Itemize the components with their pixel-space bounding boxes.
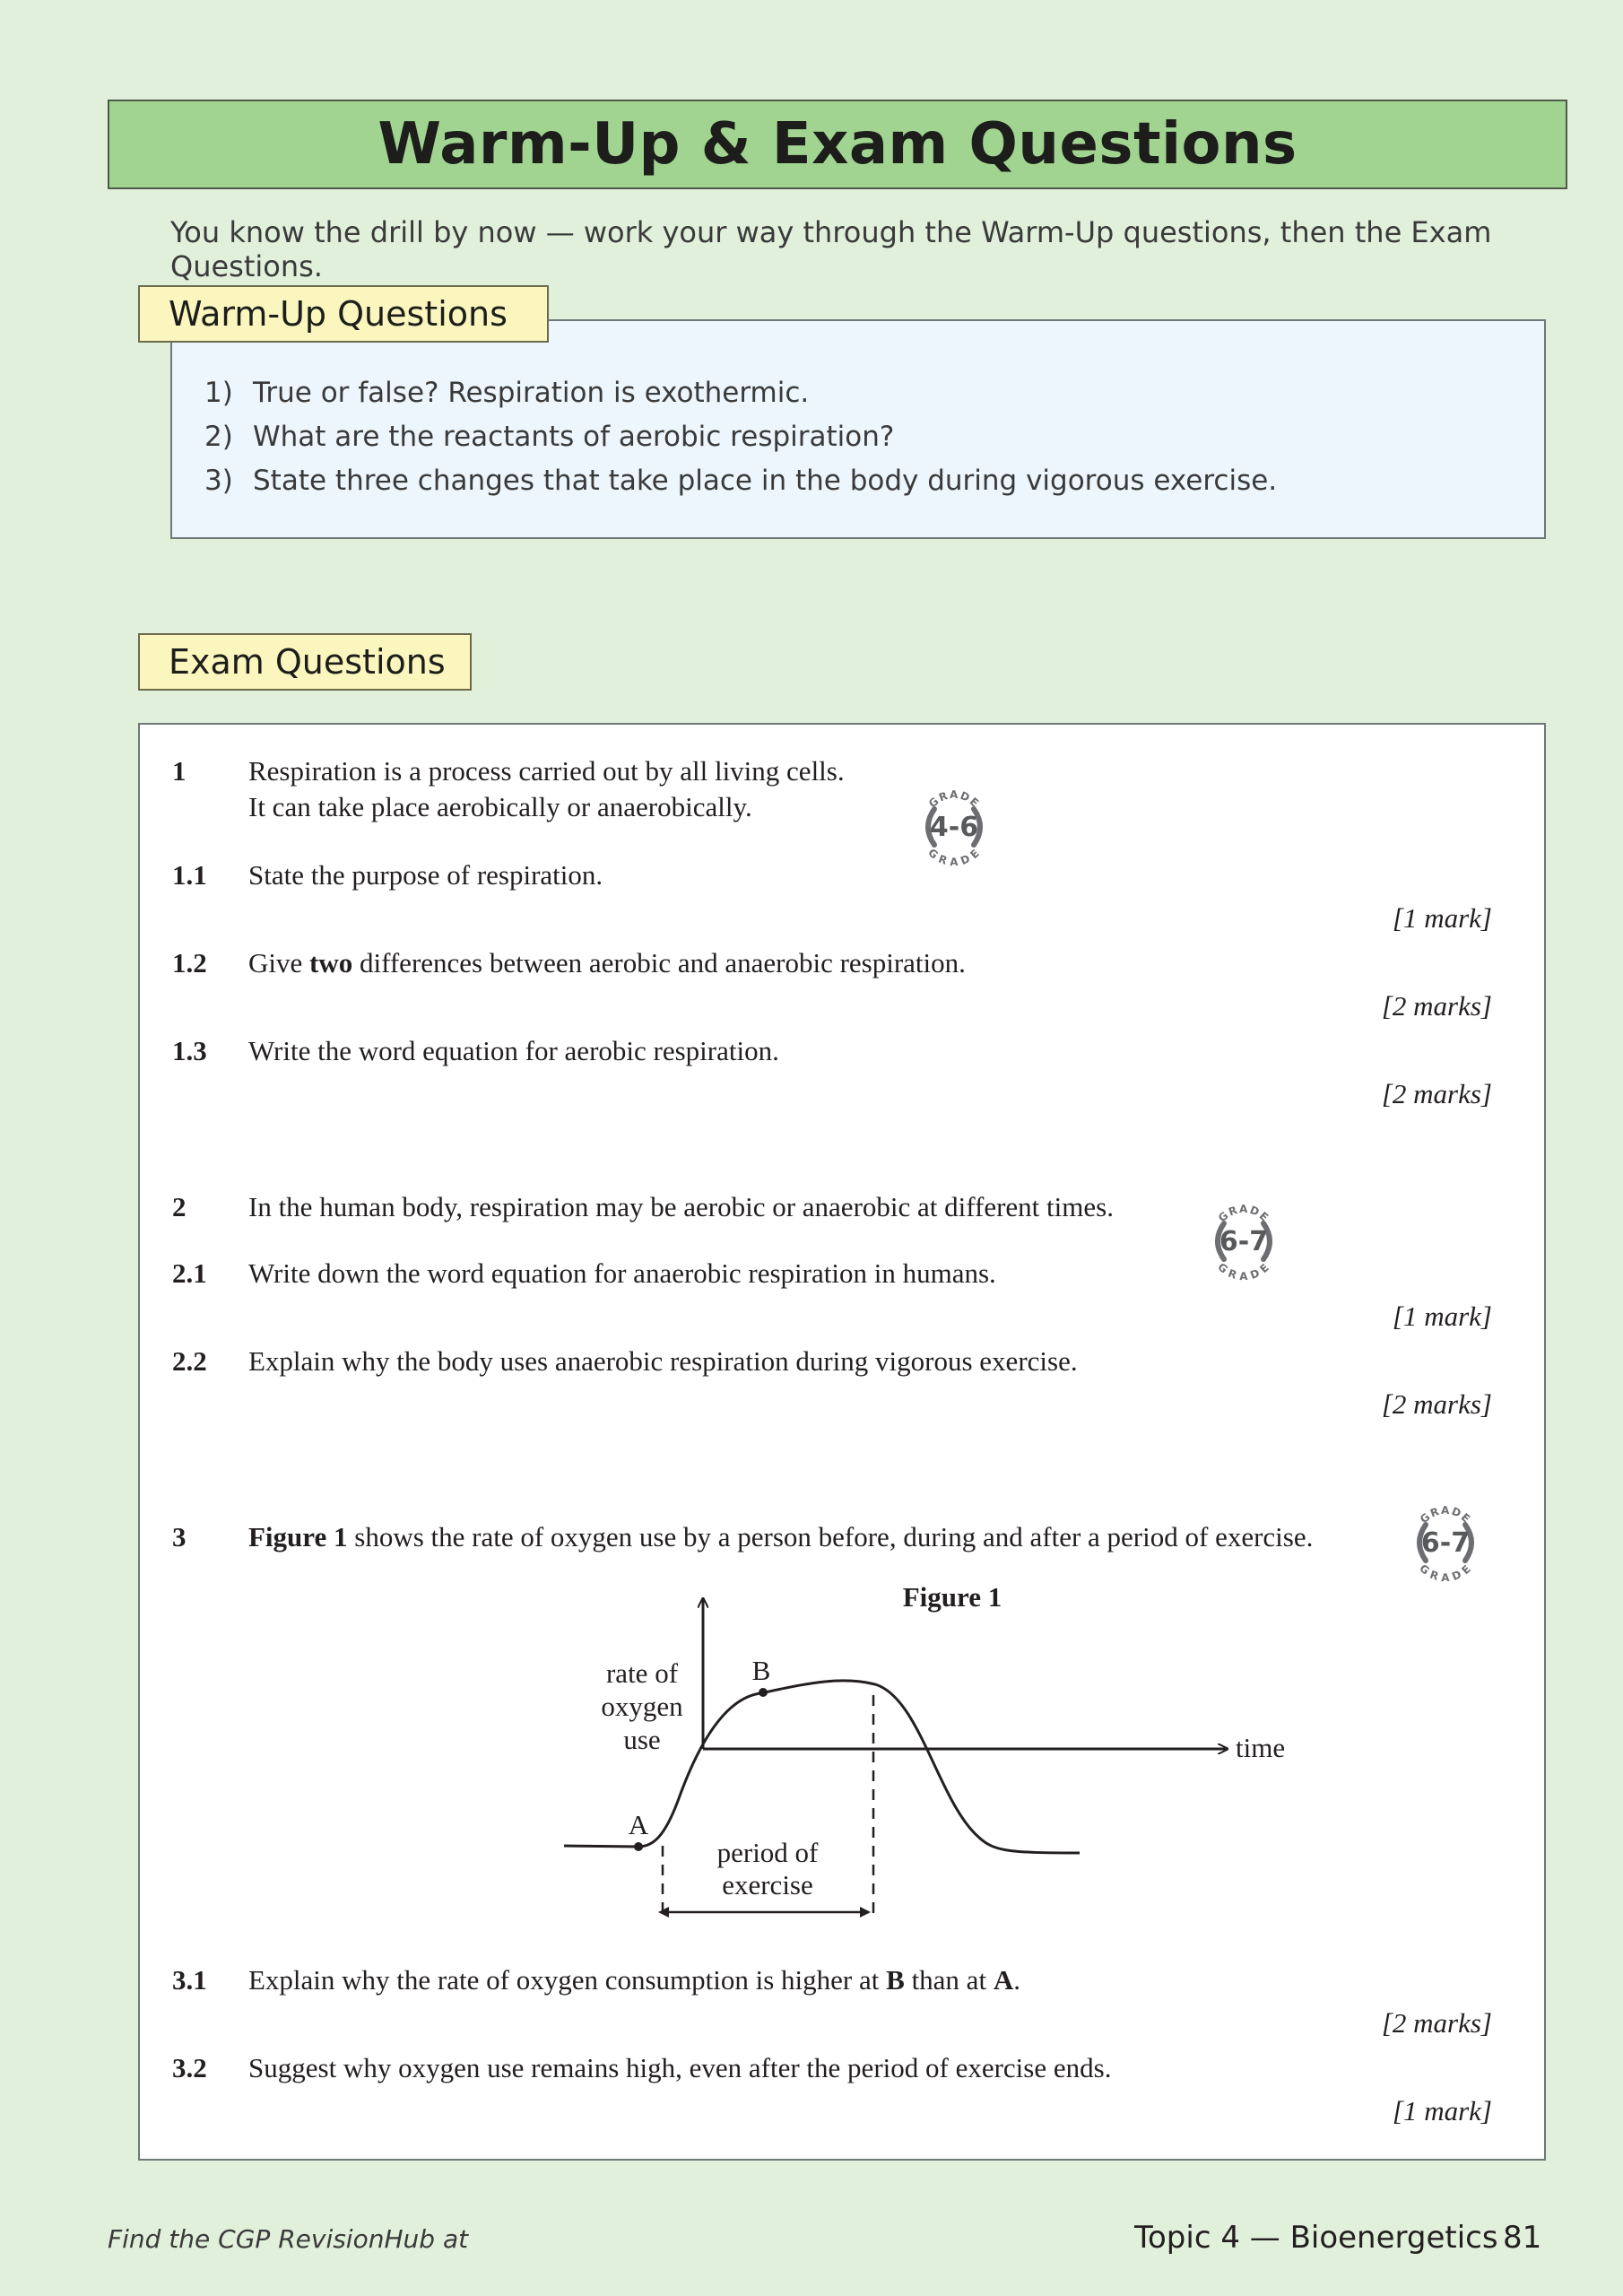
question-text: Explain why the rate of oxygen consumption is higher at B than at A. <box>248 1964 1020 1996</box>
y-axis-label: rate of <box>605 1657 679 1689</box>
question-text: Suggest why oxygen use remains high, even after the period of exercise ends. <box>248 2052 1112 2083</box>
grade-value: 6-7 <box>1219 1226 1269 1257</box>
grade-label: GRADE <box>1215 1260 1272 1283</box>
marks-label: [1 mark] <box>1392 1300 1492 1332</box>
period-label: exercise <box>722 1869 813 1900</box>
marks-label: [1 mark] <box>1392 2095 1492 2126</box>
warmup-item: 3) State three changes that take place in the body during vigorous exercise. <box>204 465 1278 497</box>
point-a-label: A <box>628 1809 649 1840</box>
question-text: Figure 1 shows the rate of oxygen use by a person before, during and after a period of exercise. <box>248 1521 1314 1552</box>
marks-label: [2 marks] <box>1381 2007 1492 2039</box>
question-number: 3 <box>172 1521 187 1552</box>
question-number: 2.1 <box>172 1257 207 1289</box>
warmup-item: 1) True or false? Respiration is exothermic. <box>204 377 810 409</box>
point-b-label: B <box>751 1655 771 1686</box>
question-text: In the human body, respiration may be aerobic or anaerobic at different times. <box>248 1191 1114 1222</box>
intro-text: You know the drill by now — work your way through the Warm-Up questions, then the Exam Questions. <box>170 215 1492 283</box>
warmup-heading: Warm-Up Questions <box>138 285 549 343</box>
footer-topic: Topic 4 — Bioenergetics <box>1134 2220 1498 2256</box>
y-axis-label: use <box>623 1724 661 1755</box>
y-axis-label: oxygen <box>601 1691 683 1722</box>
question-text: State the purpose of respiration. <box>248 859 603 891</box>
x-axis-label: time <box>1236 1732 1286 1763</box>
grade-label: GRADE <box>925 787 983 811</box>
point-b-marker <box>759 1688 768 1697</box>
question-number: 1.3 <box>172 1035 207 1066</box>
question-number: 3.2 <box>172 2052 207 2083</box>
exam-heading: Exam Questions <box>138 633 472 691</box>
question-text: Respiration is a process carried out by all living cells. <box>248 755 845 787</box>
question-number: 2 <box>172 1191 187 1222</box>
page-number: 81 <box>1503 2220 1542 2256</box>
page-title-bar <box>108 100 1567 189</box>
question-text: Explain why the body uses anaerobic respiration during vigorous exercise. <box>248 1345 1078 1377</box>
figure-1-curve-layer <box>140 725 1548 2162</box>
marks-label: [2 marks] <box>1381 990 1492 1022</box>
warmup-item: 2) What are the reactants of aerobic respiration? <box>204 421 895 453</box>
question-number: 1.1 <box>172 859 207 891</box>
footer-revisionhub-text: Find the CGP RevisionHub at <box>108 2224 469 2254</box>
marks-label: [2 marks] <box>1381 1388 1492 1420</box>
grade-value: 6-7 <box>1420 1527 1471 1559</box>
warmup-box <box>170 319 1546 539</box>
figure-title: Figure 1 <box>902 1581 1002 1613</box>
grade-value: 4-6 <box>929 812 979 843</box>
question-number: 2.2 <box>172 1345 207 1377</box>
exam-box <box>138 723 1546 2161</box>
grade-label: GRADE <box>1417 1561 1474 1584</box>
question-text: It can take place aerobically or anaerobically. <box>248 791 752 822</box>
question-text: Give two differences between aerobic and anaerobic respiration. <box>248 947 966 978</box>
grade-label: GRADE <box>1215 1202 1272 1225</box>
grade-label: GRADE <box>1417 1503 1474 1526</box>
question-text: Write the word equation for aerobic respiration. <box>248 1035 779 1066</box>
grade-label: GRADE <box>925 846 983 868</box>
marks-label: [1 mark] <box>1392 902 1492 934</box>
question-number: 3.1 <box>172 1964 207 1996</box>
page-title: Warm-Up & Exam Questions <box>378 111 1298 178</box>
question-text: Write down the word equation for anaerobic respiration in humans. <box>248 1257 996 1289</box>
question-number: 1 <box>172 755 187 787</box>
period-label: period of <box>716 1837 819 1868</box>
question-number: 1.2 <box>172 947 207 978</box>
point-a-marker <box>634 1842 643 1851</box>
marks-label: [2 marks] <box>1381 1078 1492 1109</box>
